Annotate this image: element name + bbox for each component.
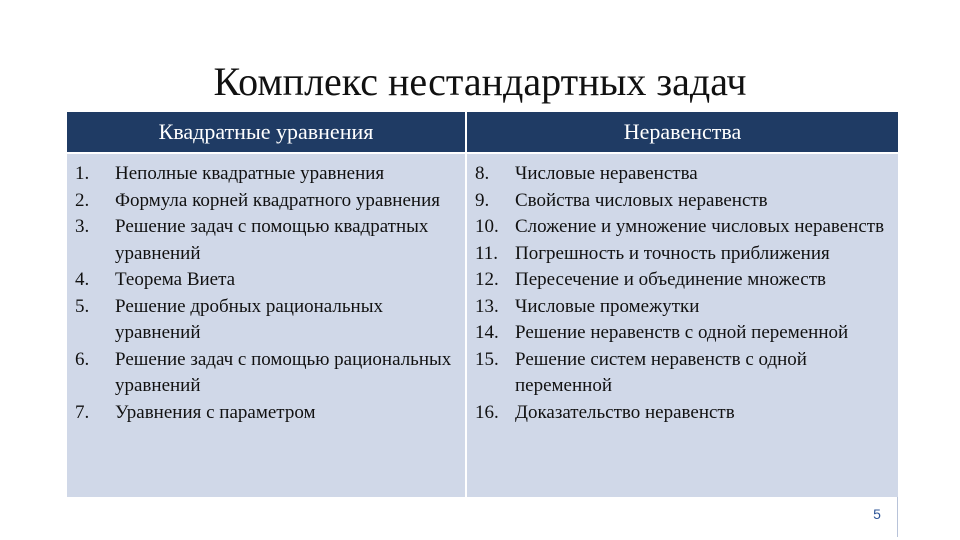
list-item [75,161,461,188]
list-item [75,267,461,294]
item-text: Сложение и умножение числовых неравенств [515,216,885,237]
list-item [475,347,895,400]
item-number: 1. [75,163,90,184]
item-text: Формула корней квадратного уравнения [115,189,440,211]
item-text: Теорема Виета [115,269,236,290]
item-number: 2. [75,189,90,211]
cell-inequality-topics [467,154,898,497]
item-number: 14. [475,322,499,343]
item-text: Уравнения с параметром [115,401,316,423]
item-text: Решение неравенств с одной переменной [515,322,849,343]
item-text: Решение задач с помощью квадратных уравнений [115,216,429,264]
item-text: Числовые неравенства [515,163,698,184]
list-item [75,214,461,267]
item-number: 8. [475,163,490,184]
item-number: 11. [475,242,499,264]
item-text: Доказательство неравенств [515,401,735,423]
quadratic-topics-list [75,161,461,426]
item-text: Решение дробных рациональных уравнений [115,295,383,343]
list-item [475,267,895,294]
list-item [75,347,461,400]
list-item [475,214,895,241]
item-number: 9. [475,189,490,211]
list-item [475,241,895,268]
item-text: Неполные квадратные уравнения [115,163,385,184]
item-text: Решение систем неравенств с одной переменной [515,348,807,396]
table-header-row [67,112,898,154]
item-number: 16. [475,401,499,423]
list-item [475,294,895,321]
item-number: 3. [75,216,90,237]
list-item [475,161,895,188]
header-inequalities: Неравенства [623,119,742,144]
list-item [75,294,461,347]
list-item [475,320,895,347]
item-text: Свойства числовых неравенств [515,189,768,211]
item-number: 12. [475,269,499,290]
item-number: 15. [475,348,499,370]
item-text: Числовые промежутки [515,295,700,317]
list-item [75,188,461,215]
slide-title: Комплекс нестандартных задач [213,59,747,104]
topics-table [67,112,898,497]
list-item [475,188,895,215]
item-number: 7. [75,401,90,423]
item-text: Погрешность и точность приближения [515,242,830,264]
item-number: 6. [75,348,90,370]
header-quadratic-equations: Квадратные уравнения [158,119,374,144]
item-number: 4. [75,269,90,290]
item-text: Решение задач с помощью рациональных уравнений [115,348,452,396]
list-item [475,400,895,427]
inequality-topics-list [475,161,895,426]
page-number-rule [897,497,898,537]
item-text: Пересечение и объединение множеств [515,269,826,290]
cell-quadratic-topics [67,154,465,497]
item-number: 10. [475,216,499,237]
page-number: 5 [873,506,881,522]
list-item [75,400,461,427]
item-number: 13. [475,295,499,317]
item-number: 5. [75,295,90,317]
